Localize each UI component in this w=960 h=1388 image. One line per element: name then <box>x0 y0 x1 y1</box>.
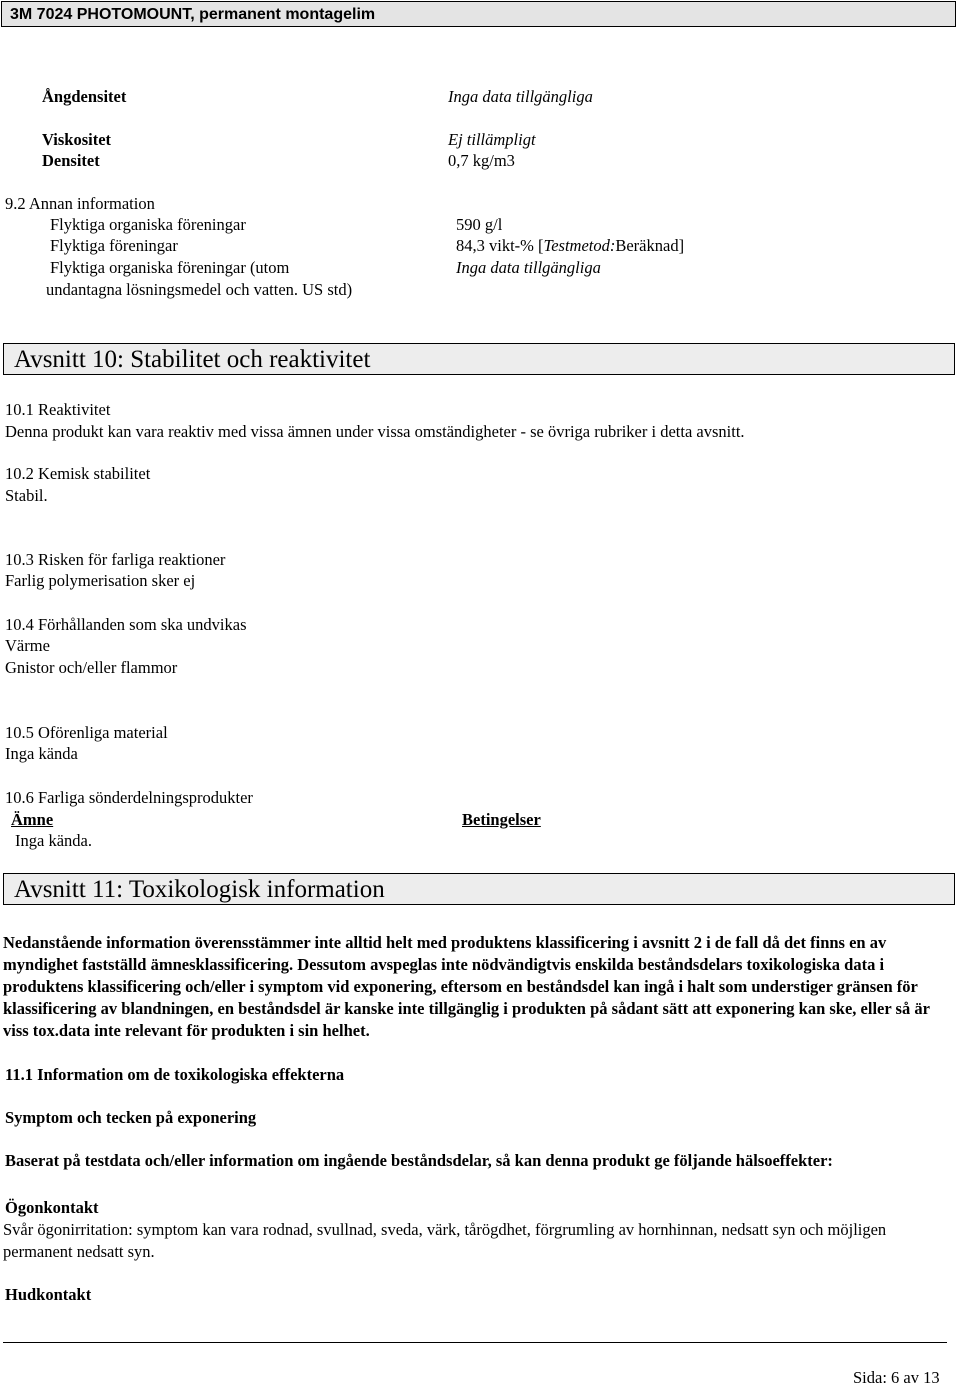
subsection-heading: 10.3 Risken för farliga reaktioner <box>5 550 226 569</box>
section-title: Avsnitt 10: Stabilitet och reaktivitet <box>14 346 371 373</box>
info-label: Flyktiga föreningar <box>50 236 178 255</box>
table-cell: Inga kända. <box>15 831 92 850</box>
section-11-header <box>3 873 955 905</box>
subsection-heading: 11.1 Information om de toxikologiska effekterna <box>5 1065 345 1084</box>
subsection-heading: 10.5 Oförenliga material <box>5 723 168 742</box>
intro-paragraph: Nedanstående information överensstämmer inte alltid helt med produktens klassificering i avsnitt 2 i de fall då det finns en av myndighet fastställd ämnesklassificering. Dessutom avspeglas inte nödvändigtvis enskilda beståndsdelars toxikologiska data i produktens klassificering och/eller i symptom vid exponering, eftersom en beståndsdel kan ingå i halt som understiger gränsen för klassificering av blandningen, en beståndsdel är kanske inte tillgänglig i produkten på sådant sätt att exponering kan ske, eller så är viss tox.data inte relevant för produkten i sin helhet. <box>3 933 930 1040</box>
list-item: Gnistor och/eller flammor <box>5 658 178 677</box>
subsection-heading: 10.4 Förhållanden som ska undvikas <box>5 615 247 634</box>
info-label: Flyktiga organiska föreningar (utom <box>50 258 290 277</box>
property-label: Densitet <box>42 151 100 170</box>
body-text: Inga kända <box>5 744 78 763</box>
document-header <box>1 1 956 27</box>
property-value: Ej tillämpligt <box>448 130 536 149</box>
info-value: 84,3 vikt-% [Testmetod:Beräknad] <box>456 236 685 255</box>
column-header-substance: Ämne <box>11 810 54 829</box>
subsection-heading: 10.2 Kemisk stabilitet <box>5 464 151 483</box>
section-10-header <box>3 343 955 375</box>
body-text: Farlig polymerisation sker ej <box>5 571 196 590</box>
property-value: 0,7 kg/m3 <box>448 151 515 170</box>
info-value: 590 g/l <box>456 215 503 234</box>
info-label-continued: undantagna lösningsmedel och vatten. US std) <box>46 280 353 299</box>
property-label: Viskositet <box>42 130 112 149</box>
subsection-heading: 10.6 Farliga sönderdelningsprodukter <box>5 788 253 807</box>
column-header-conditions: Betingelser <box>462 810 541 829</box>
document-title: 3M 7024 PHOTOMOUNT, permanent montagelim <box>10 6 376 23</box>
section-title: Avsnitt 11: Toxikologisk information <box>14 876 385 903</box>
subsection-heading: Ögonkontakt <box>5 1198 99 1217</box>
list-item: Värme <box>5 636 50 655</box>
property-value: Inga data tillgängliga <box>448 87 593 106</box>
footer-divider <box>3 1342 947 1343</box>
body-text: Stabil. <box>5 486 48 505</box>
body-text: Baserat på testdata och/eller information om ingående beståndsdelar, så kan denna produkt ge följande hälsoeffekter: <box>5 1151 833 1170</box>
info-label: Flyktiga organiska föreningar <box>50 215 246 234</box>
property-label: Ångdensitet <box>42 87 127 106</box>
page-number: Sida: 6 av 13 <box>853 1368 940 1387</box>
body-text: Svår ögonirritation: symptom kan vara rodnad, svullnad, sveda, värk, tårögdhet, förgrumling av hornhinnan, nedsatt syn och möjligen permanent nedsatt syn. <box>3 1220 887 1261</box>
subsection-heading: 9.2 Annan information <box>5 194 155 213</box>
body-text: Denna produkt kan vara reaktiv med vissa ämnen under vissa omständigheter - se övriga rubriker i detta avsnitt. <box>5 422 745 441</box>
subsection-heading: 10.1 Reaktivitet <box>5 400 111 419</box>
subsection-heading: Symptom och tecken på exponering <box>5 1108 257 1127</box>
subsection-heading: Hudkontakt <box>5 1285 92 1304</box>
info-value: Inga data tillgängliga <box>456 258 601 277</box>
